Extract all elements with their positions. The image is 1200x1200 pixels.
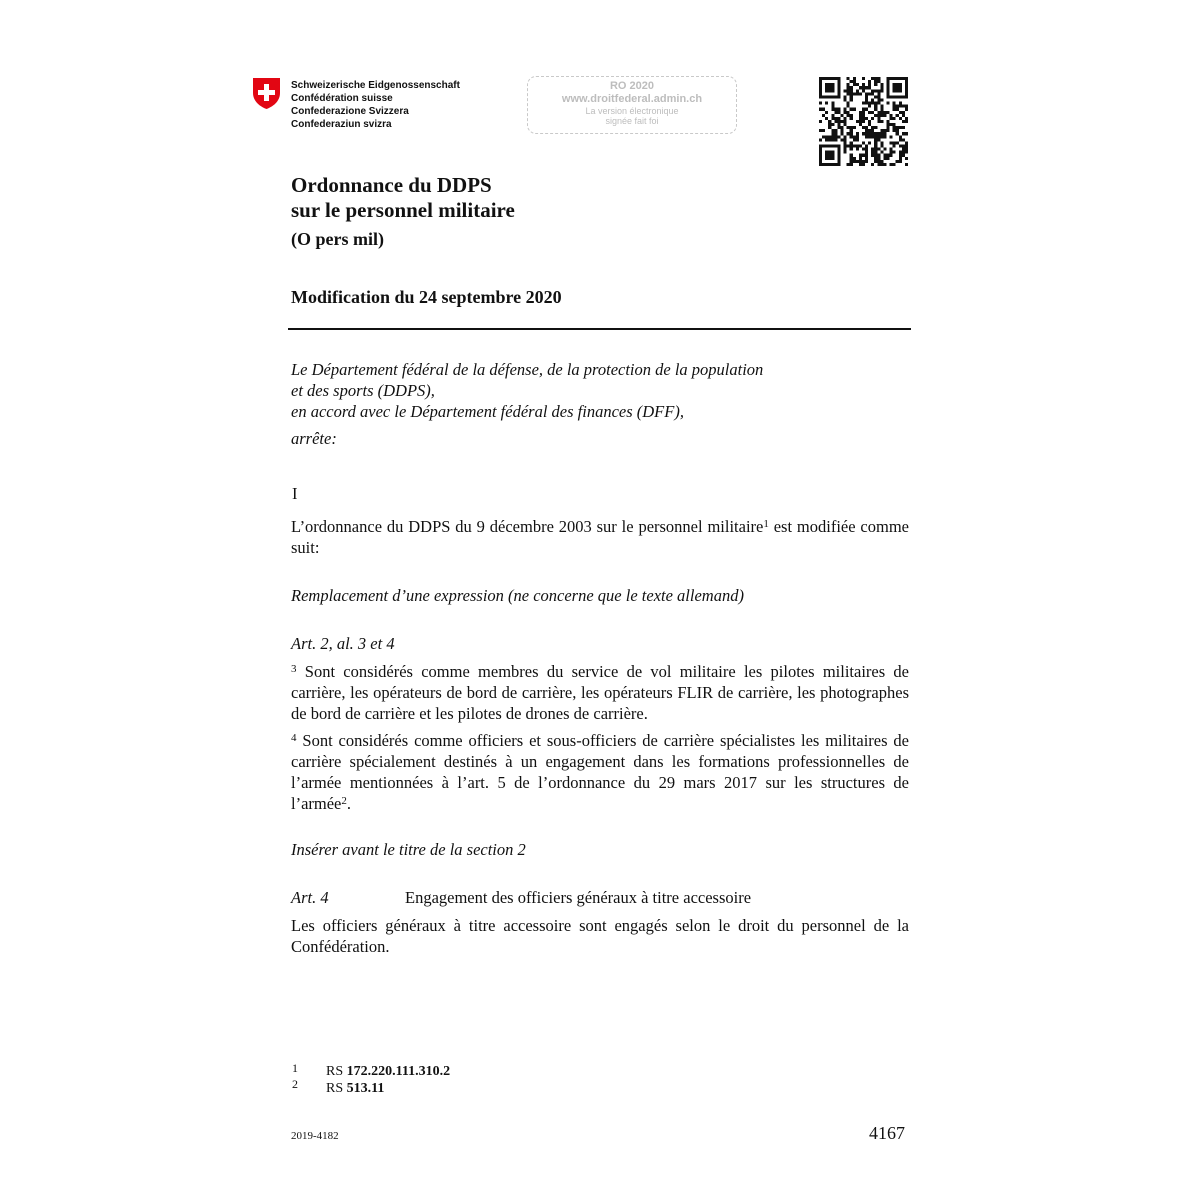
preamble-line: en accord avec le Département fédéral des finances (DFF), — [291, 402, 684, 421]
paragraph-number: 4 — [291, 732, 297, 744]
stamp-url: www.droitfederal.admin.ch — [561, 93, 703, 105]
footnote-number-2: 2 — [292, 1077, 298, 1091]
confederation-name-fr: Confédération suisse — [291, 93, 393, 104]
article-4-title: Engagement des officiers généraux à titre accessoire — [405, 888, 752, 907]
paragraph-text: Sont considérés comme officiers et sous-officiers de carrière spécialistes les militaires de carrière spécialement destinés à un engagement dans les formations professionnelles de l’armée mentionnées à l’art. 5 de l’ordonnance du 29 mars 2017 sur les structures de l’armée — [291, 731, 909, 813]
footnote-ref-2[interactable]: 2 — [341, 795, 347, 807]
qr-code-icon — [819, 77, 908, 166]
footnote-1 — [326, 1063, 450, 1080]
document-title-line2: sur le personnel militaire — [291, 198, 515, 222]
article-2-paragraph-3 — [291, 661, 909, 724]
paragraph-text-end: . — [346, 794, 352, 813]
confederation-name-rm: Confederaziun svizra — [291, 119, 392, 130]
preamble-arrete: arrête: — [291, 429, 337, 448]
preamble-line: et des sports (DDPS), — [291, 381, 435, 400]
article-2-paragraph-4 — [291, 730, 909, 814]
replacement-heading: Remplacement d’une expression (ne concerne que le texte allemand) — [291, 586, 744, 605]
footnote-ref-1[interactable]: 1 — [763, 518, 769, 530]
modification-date: Modification du 24 septembre 2020 — [291, 287, 562, 307]
stamp-ro-year: RO 2020 — [609, 80, 655, 92]
amendment-intro-text-end: est modifiée comme suit: — [291, 517, 909, 557]
footnote-reference[interactable]: 513.11 — [346, 1081, 385, 1096]
footnote-reference[interactable]: 172.220.111.310.2 — [346, 1064, 451, 1079]
stamp-note-line1: La version électronique — [585, 106, 679, 116]
footnote-2 — [326, 1080, 384, 1097]
amendment-intro — [291, 516, 909, 558]
amendment-intro-text: L’ordonnance du DDPS du 9 décembre 2003 sur le personnel militaire — [291, 517, 764, 536]
footnote-prefix: RS — [326, 1064, 347, 1079]
paragraph-number: 3 — [291, 663, 297, 675]
title-divider — [288, 328, 911, 330]
stamp-note-line2: signée fait foi — [605, 116, 659, 126]
article-2-heading: Art. 2, al. 3 et 4 — [291, 634, 395, 653]
footnote-number-1: 1 — [292, 1061, 298, 1075]
document-title-line1: Ordonnance du DDPS — [291, 173, 492, 197]
preamble-line: Le Département fédéral de la défense, de la protection de la population — [291, 360, 764, 379]
official-publication-stamp — [527, 76, 737, 134]
preamble — [291, 359, 851, 422]
document-abbreviation: (O pers mil) — [291, 229, 384, 249]
confederation-names — [291, 79, 460, 131]
confederation-name-de: Schweizerische Eidgenossenschaft — [291, 80, 460, 91]
paragraph-text: Sont considérés comme membres du service de vol militaire les pilotes militaires de carrière, les opérateurs de bord de carrière, les opérateurs FLIR de carrière, les photographes de bord de carrière et les pilotes de drones de carrière. — [291, 662, 909, 723]
page-number: 4167 — [869, 1123, 905, 1143]
swiss-cross-shield-icon — [252, 77, 281, 110]
footnote-prefix: RS — [326, 1081, 347, 1096]
insertion-instruction: Insérer avant le titre de la section 2 — [291, 840, 526, 859]
article-4-label: Art. 4 — [291, 888, 329, 907]
document-title — [291, 173, 515, 223]
section-numeral: I — [292, 484, 298, 503]
article-4-text: Les officiers généraux à titre accessoire sont engagés selon le droit du personnel de la Confédération. — [291, 916, 909, 956]
document-number: 2019-4182 — [291, 1130, 339, 1142]
confederation-name-it: Confederazione Svizzera — [291, 106, 409, 117]
